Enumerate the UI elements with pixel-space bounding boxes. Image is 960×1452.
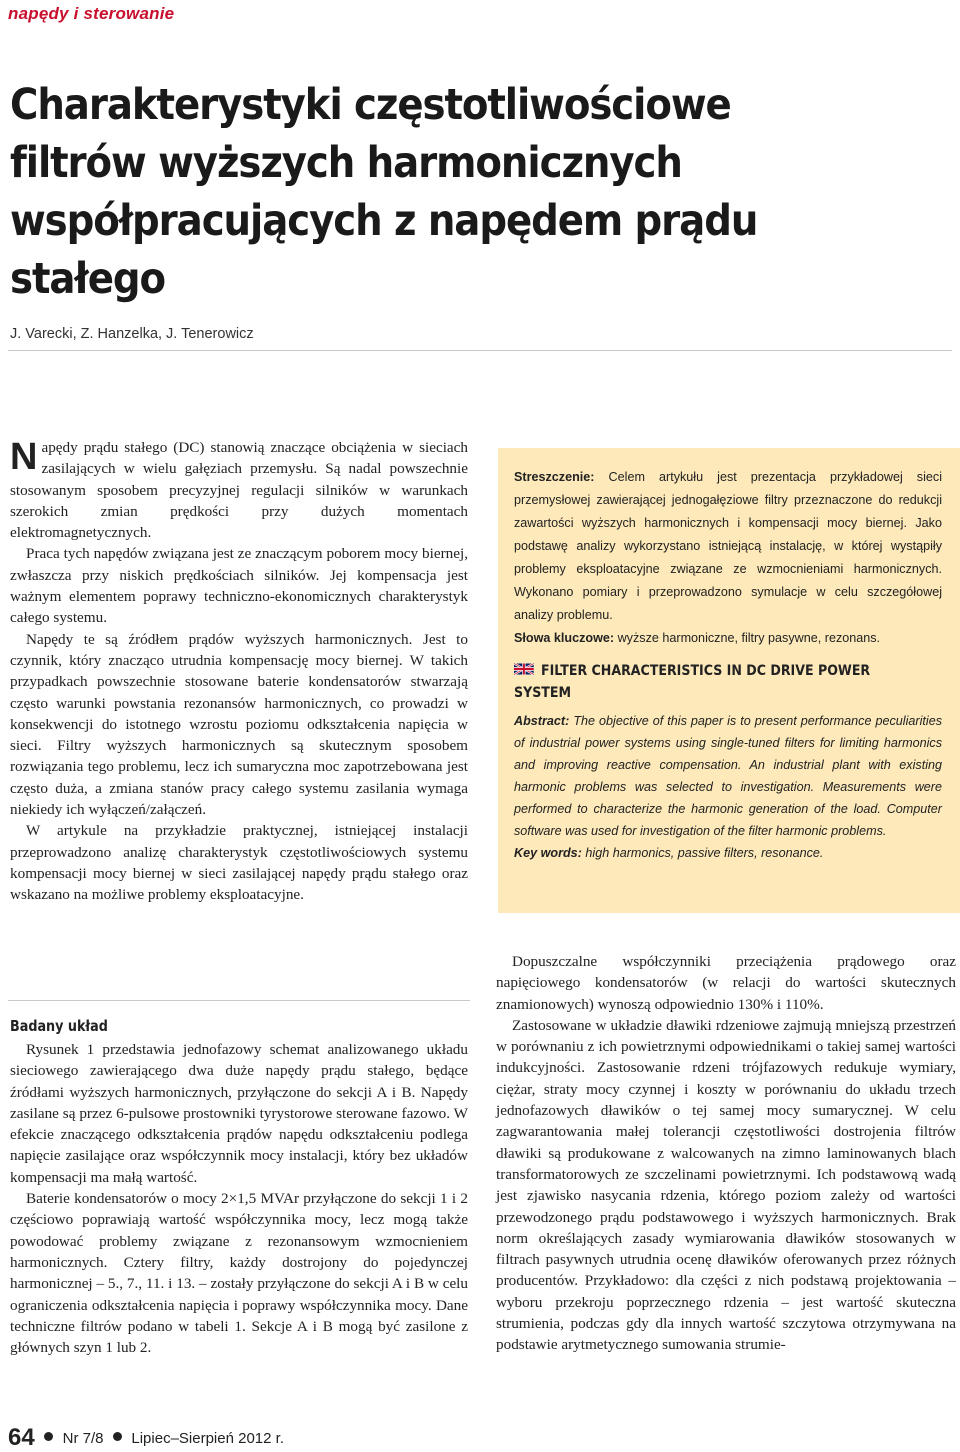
- article-title: Charakterystyki częstotliwościowe filtrów wyższych harmonicznych współpracujących z napędem prądu stałego: [10, 80, 758, 304]
- keywords-en-text: high harmonics, passive filters, resonance.: [581, 846, 824, 860]
- page-number: 64: [8, 1424, 35, 1451]
- keywords-pl: [514, 627, 942, 650]
- abstract-pl: [514, 466, 942, 627]
- drop-cap: N: [10, 436, 38, 478]
- abstract-en-text: The objective of this paper is to present performance peculiarities of industrial power systems using single-tuned filters for limiting harmonics and improving reactive compensation. An industrial plant with existing harmonic problems was selected to investigation. Measurements were performed to characterize the harmonic generation of the load. Computer software was used for investigation of the filter harmonic problems.: [514, 714, 942, 838]
- intro-paragraph: [10, 437, 468, 543]
- section-tag: napędy i sterowanie: [8, 4, 175, 23]
- english-title: [514, 660, 899, 704]
- body-paragraph: Rysunek 1 przedstawia jednofazowy schemat analizowanego układu sieciowego zawierającego dwa duże napędy prądu stałego, będące źródłami wyższych harmonicznych, przyłączone do sekcji A i B. Napędy zasilane są przez 6-pulsowe prostowniki tyrystorowe sterowane fazowo. W efekcie znaczącego odkształcenia prądów napędu odkształceniu podlega napięcie zasilające oraz współczynnik mocy instalacji, który bez układów kompensacji ma małą wartość.: [10, 1041, 468, 1186]
- issue-number: Nr 7/8: [62, 1430, 104, 1447]
- left-column-continued: [10, 1039, 468, 1358]
- keywords-en-label: Key words:: [514, 846, 582, 860]
- keywords-pl-text: wyższe harmoniczne, filtry pasywne, rezonans.: [614, 631, 881, 645]
- right-column: [496, 951, 956, 1356]
- left-column: [10, 437, 468, 906]
- keywords-pl-label: Słowa kluczowe:: [514, 631, 615, 645]
- abstract-pl-text: Celem artykułu jest prezentacja przykładowej sieci przemysłowej zawierającej jednogałęziowe filtry przeznaczone do redukcji zawartości wyższych harmonicznych i kompensacji mocy biernej. Jako podstawę analizy wykorzystano istniejącą instalację, w której wystąpiły problemy eksploatacyjne związane ze wzmocnieniami harmonicznych. Wykonano pomiary i przeprowadzono symulacje w celu szczegółowej analizy problemu.: [514, 470, 942, 622]
- bullet-dot: [44, 1432, 53, 1441]
- section-heading: Badany układ: [10, 1017, 108, 1035]
- body-paragraph: Zastosowane w układzie dławiki rdzeniowe zajmują mniejszą przestrzeń w porównaniu z ich powietrznymi odpowiednikami o takiej samej wartości indukcyjności. Zastosowanie rdzeni trójfazowych redukuje wymiary, ciężar, straty mocy czynnej i koszty w porównaniu do układu trzech jednofazowych dławików o tej samej mocy sumarycznej. W celu zagwarantowania małej tolerancji częstotliwości dostrojenia filtrów dławiki są produkowane z walcowanych na zimno laminowanych blach transformatorowych ze szczelinami powietrznymi. Ich podstawową wadą jest zjawisko nasycania rdzenia, którego poziom zależy od wartości przewodzonego prądu podstawowego i wyższych harmonicznych. Brak norm określających zasady wymiarowania dławików stosowanych w filtrach pasywnych utrudnia ocenę dławików oferowanych przez różnych producentów. Przykładowo: dla części z nich podstawą projektowania – wyboru przekroju poprzecznego rdzenia – jest wartość skuteczna strumienia, podczas gdy dla innych wartość szczytowa otrzymywana na podstawie arytmetycznego sumowania strumie-: [496, 1016, 956, 1354]
- body-paragraph: W artykule na przykładzie praktycznej, istniejącej instalacji przeprowadzono analizę charakterystyk częstotliwościowych systemu kompensacji mocy biernej w sieci zasilającej napędy prądu stałego oraz wskazano na możliwe problemy eksploatacyjne.: [10, 822, 468, 904]
- uk-flag-icon: [514, 662, 534, 676]
- keywords-en: [514, 842, 942, 864]
- abstract-en: [514, 710, 942, 842]
- body-paragraph: Dopuszczalne współczynniki przeciążenia prądowego oraz napięciowego kondensatorów (w relacji do wartości skutecznych znamionowych) wynoszą odpowiednio 130% i 110%.: [496, 953, 956, 1013]
- abstract-box: [498, 448, 960, 913]
- abstract-en-label: Abstract:: [514, 714, 570, 728]
- header-divider: [8, 350, 952, 351]
- body-paragraph: Napędy te są źródłem prądów wyższych harmonicznych. Jest to czynnik, który znacząco utrudnia kompensację mocy biernej. W takich przypadkach powszechnie stosowane baterie kondensatorów stwarzają często warunki powstania rezonansów harmonicznych, co prowadzi w konsekwencji do istotnego wzrostu poziomu odkształcenia napięcia w sieci. Filtry wyższych harmonicznych są skutecznym sposobem rozwiązania tego problemu, lecz ich sumaryczna moc zapotrzebowana jest często duża, a zmiana stanów pracy całego systemu zasilania wymaga niekiedy ich wyłączeń/załączeń.: [10, 630, 468, 819]
- intro-text: apędy prądu stałego (DC) stanowią znaczące obciążenia w sieciach zasilających w wielu gałęziach przemysłu. Są nadal powszechnie stosowanym sposobem precyzyjnej regulacji silników w warunkach szerokich zmian prędkości przy dużych momentach elektromagnetycznych.: [10, 439, 468, 542]
- body-paragraph: Praca tych napędów związana jest ze znaczącym poborem mocy biernej, zwłaszcza przy niskich prędkościach silników. Jej kompensacja jest ważnym elementem poprawy techniczno-ekonomicznych charakterystyk całego systemu.: [10, 545, 468, 627]
- article-authors: J. Varecki, Z. Hanzelka, J. Tenerowicz: [10, 326, 254, 342]
- english-title-text: FILTER CHARACTERISTICS IN DC DRIVE POWER SYSTEM: [514, 663, 871, 701]
- issue-date: Lipiec–Sierpień 2012 r.: [131, 1430, 284, 1447]
- abstract-pl-label: Streszczenie:: [514, 470, 595, 484]
- page-footer: [8, 1424, 284, 1452]
- bullet-dot: [113, 1432, 122, 1441]
- section-divider: [8, 1000, 470, 1001]
- body-paragraph: Baterie kondensatorów o mocy 2×1,5 MVAr przyłączone do sekcji 1 i 2 częściowo poprawiają wartość współczynnika mocy, lecz mogą także powodować problemy związane z rezonansowym wzmocnieniem harmonicznych. Cztery filtry, każdy dostrojony do pojedynczej harmonicznej – 5., 7., 11. i 13. – zostały przyłączone do sekcji A i B w celu ograniczenia odkształcenia napięcia i poprawy współczynnika mocy. Dane techniczne filtrów podano w tabeli 1. Sekcje A i B mogą być zasilone z głównych szyn 1 lub 2.: [10, 1190, 468, 1357]
